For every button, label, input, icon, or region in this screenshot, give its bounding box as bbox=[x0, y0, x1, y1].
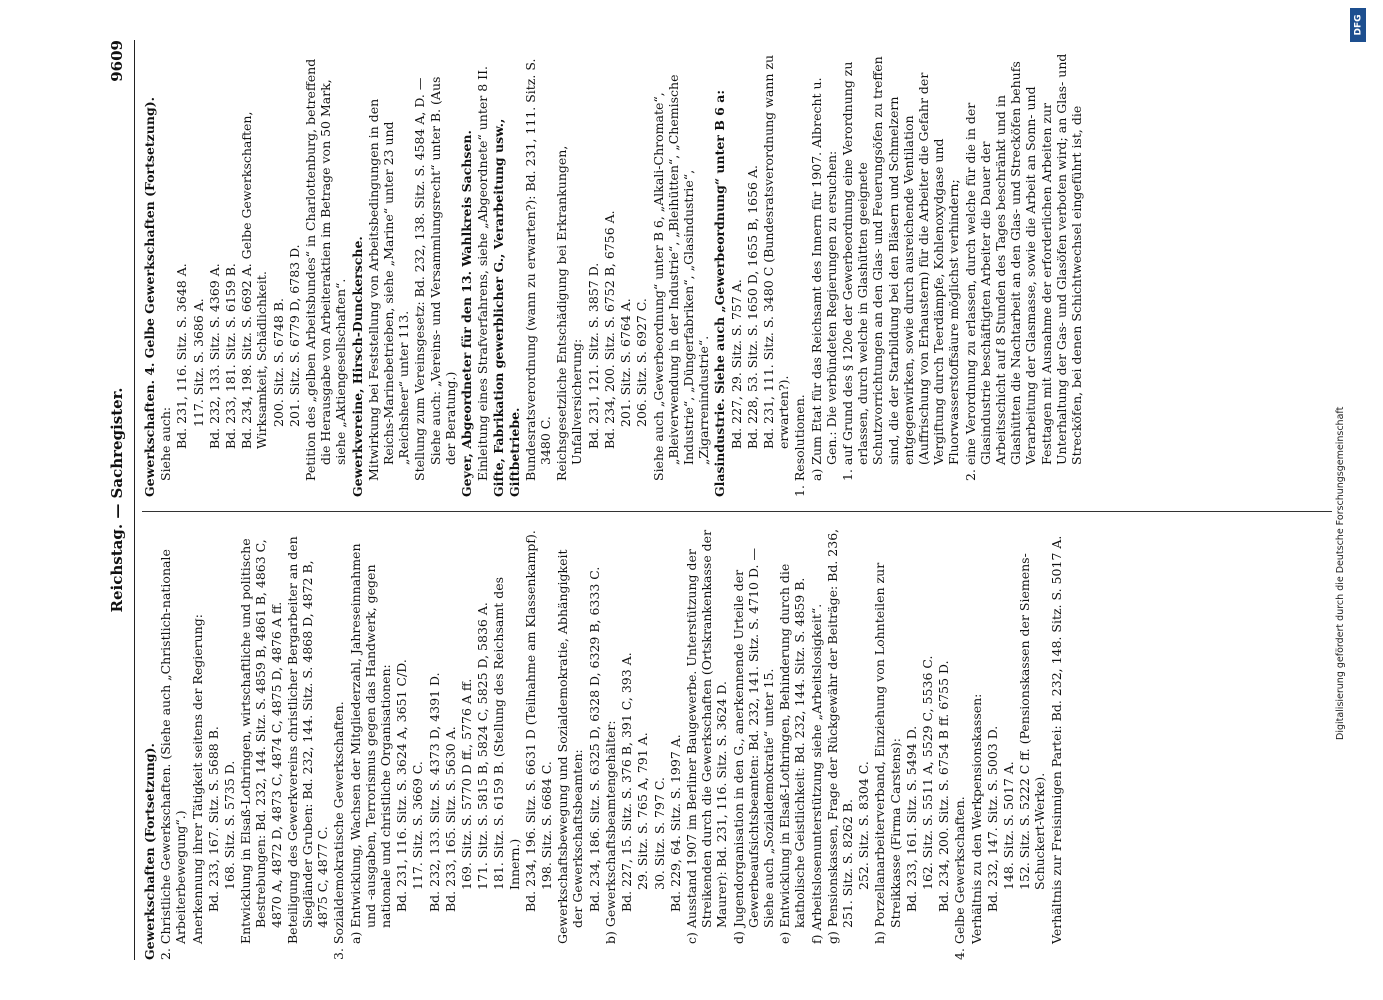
index-line: 200. Sitz. S. 6748 B. bbox=[270, 298, 286, 427]
index-line: 201. Sitz. S. 6764 A. bbox=[618, 298, 634, 427]
index-line: 169. Sitz. S. 5770 D ff., 5776 A ff. bbox=[459, 678, 475, 890]
index-line: Bd. 231, 116. Sitz. S. 3648 A. bbox=[174, 263, 190, 449]
left-column bbox=[142, 525, 1065, 960]
page-number: 9609 bbox=[108, 40, 126, 82]
running-head: Reichstag. — Sachregister. bbox=[108, 387, 126, 613]
index-line: Mitwirkung bei Feststellung von Arbeitsbedingungen in den Reichs-Marinebetrieben, siehe „Marine“ unter 23 und „Reichsheer“ unter 113. bbox=[365, 98, 412, 481]
index-line: a) Zum Etat für das Reichsamt des Innern für 1907. Albrecht u. Gen.: Die verbündeten Regierungen zu ersuchen: bbox=[808, 77, 839, 481]
index-line: Bd. 231, 116. Sitz. S. 3624 A, 3651 C/D. bbox=[394, 659, 410, 912]
index-line: b) Gewerkschaftsbeamtengehälter: bbox=[602, 720, 618, 944]
index-line: Bd. 234, 196. Sitz. S. 6631 D (Teilnahme am Klassenkampf). bbox=[522, 530, 538, 912]
index-entry-heading: Gifte, Fabrikation gewerblicher G., Verarbeitung usw., Giftbetriebe. bbox=[491, 118, 522, 497]
index-line: 117. Sitz. S. 3669 C. bbox=[410, 761, 426, 890]
index-line: 201. Sitz. S. 6779 D, 6783 D. bbox=[286, 244, 302, 427]
index-line: Bd. 233, 161. Sitz. S. 5494 D. bbox=[903, 725, 919, 912]
index-line: Bd. 233, 167. Sitz. S. 5688 B. bbox=[205, 726, 221, 912]
index-line: Bd. 227, 29. Sitz. S. 757 A. bbox=[728, 279, 744, 449]
index-line: Verhältnis zu den Werkpensionskassen: bbox=[968, 693, 984, 944]
index-line: 117. Sitz. S. 3686 A. bbox=[190, 298, 206, 427]
index-line: 2. eine Verordnung zu erlassen, durch welche für die in der Glasindustrie beschäftigten Arbeiter die Dauer der Arbeitsschicht auf 8 Stunden des Tages beschränkt und in Glashütten die Nachtarbeit an den Glas- und Strecköfen behufs Verarbeitung der Glasmasse, sowie die Arbeit an Sonn- und Festtagen mit Ausnahme der erforderlichen Arbeiten zur Unterhaltung der Gas- und Glasöfen verboten wird; an Glas- und Strecköfen, bei denen Schichtwechsel eingeführt ist, die bbox=[962, 53, 1084, 481]
index-entry-heading: Geyer, Abgeordneter für den 13. Wahlkreis Sachsen. bbox=[459, 130, 475, 497]
column-divider bbox=[142, 511, 1332, 512]
index-line: Bd. 231, 111. Sitz. S. 3480 C (Bundesratsverordnung wann zu erwarten?). bbox=[760, 54, 792, 449]
index-line: Bd. 232, 147. Sitz. S. 5003 D. bbox=[984, 725, 1000, 912]
index-line: Bd. 233, 165. Sitz. S. 5630 A. bbox=[442, 726, 458, 912]
index-line: Bd. 232, 133. Sitz. S. 4373 D, 4391 D. bbox=[426, 672, 442, 912]
index-line: f) Arbeitslosenunterstützung siehe „Arbeitslosigkeit“. bbox=[808, 603, 824, 944]
index-line: Stellung zum Vereinsgesetz: Bd. 232, 138. Sitz. S. 4584 A, D. — Siehe auch: „Vereins- und Versammlungsrecht“ unter B. (Aus der Beratung.) bbox=[412, 76, 458, 481]
index-line: Bundesratsverordnung (wann zu erwarten?): Bd. 231, 111. Sitz. S. 3480 C. bbox=[522, 58, 554, 481]
index-line: e) Entwicklung in Elsaß-Lothringen, Behinderung durch die katholische Geistlichkeit: Bd. 232, 144. Sitz. S. 4859 B. bbox=[777, 563, 808, 944]
index-line: Entwicklung in Elsaß-Lothringen, wirtschaftliche und politische Bestrebungen: Bd. 232, 144. Sitz. S. 4859 B, 4861 B, 4863 C, 4870 A, 4872 D, 4873 C, 4874 C, 4875 D, 4876 A ff. bbox=[238, 538, 284, 944]
index-line: 1. auf Grund des § 120e der Gewerbeordnung eine Verordnung zu erlassen, durch welche in Glashütten geeignete Schutzvorrichtungen an den Glas- und Feuerungsöfen zu treffen sind, die der Starbildung bei den Bläsern und Schmelzern entgegenwirken, sowie durch ausreichende Ventilation (Auffrischung von Erhaustern) für die Arbeiter die Gefahr der Vergiftung durch Teerdämpfe, Kohlenoxydgase und Fluorwasserstoffsäure möglichst verhindern; bbox=[839, 56, 962, 481]
rotated-document-page bbox=[50, 0, 1350, 1000]
index-line: Gewerkschaftsbewegung und Sozialdemokratie, Abhängigkeit der Gewerkschaftsbeamten: bbox=[555, 549, 586, 944]
index-line: g) Pensionskassen, Frage der Rückgewähr der Beiträge: Bd. 236, 251. Sitz. S. 8262 B. bbox=[824, 528, 855, 944]
index-line: 3. Sozialdemokratische Gewerkschaften. bbox=[331, 701, 347, 960]
index-line: Bd. 234, 200. Sitz. S. 6752 B, 6756 A. bbox=[601, 210, 617, 449]
index-line: Bd. 231, 121. Sitz. S. 3857 D. bbox=[585, 262, 601, 449]
right-column bbox=[142, 52, 1085, 497]
page-header bbox=[108, 40, 132, 960]
index-line: h) Porzellanarbeiterverband, Einziehung von Lohnteilen zur Streikkasse (Firma Carstens): bbox=[872, 562, 903, 944]
index-line: Bd. 234, 200. Sitz. S. 6754 B ff. 6755 D. bbox=[936, 660, 952, 912]
index-entry-heading: Gewerkschaften. 4. Gelbe Gewerkschaften (Fortsetzung). bbox=[142, 97, 157, 497]
index-line: Reichsgesetzliche Entschädigung bei Erkrankungen, Unfallversicherung: bbox=[554, 145, 585, 481]
header-rule bbox=[134, 40, 135, 960]
index-line: c) Ausstand 1907 im Berliner Baugewerbe. Unterstützung der Streikenden durch die Gewerkschaften (Ortskrankenkasse der Maurer): Bd. 231, 116. Sitz. S. 3624 D. bbox=[683, 529, 730, 944]
side-margin bbox=[1325, 0, 1365, 1000]
index-line: 252. Sitz. S. 8304 C. bbox=[856, 761, 872, 890]
index-line: Siehe auch: bbox=[158, 406, 174, 481]
index-line: 206. Sitz. S. 6927 C. bbox=[634, 298, 650, 427]
index-line: Einleitung eines Strafverfahrens, siehe „Abgeordnete“ unter 8 II. bbox=[475, 65, 491, 481]
index-line: Petition des „gelben Arbeitsbundes“ in Charlottenburg, betreffend die Herausgabe von Arbeiteraktien im Betrage von 50 Mark, siehe „Aktiengesellschaften“. bbox=[303, 58, 349, 481]
index-line: Bd. 227, 15. Sitz. S. 376 B, 391 C, 393 A. bbox=[619, 652, 635, 912]
dfg-logo bbox=[1350, 8, 1366, 42]
index-line: a) Entwicklung, Wachsen der Mitgliederzahl, Jahreseinnahmen und -ausgaben, Terrorismus gegen das Handwerk, gegen nationale und christliche Organisationen: bbox=[347, 543, 394, 944]
index-line: Siehe auch „Gewerbeordnung“ unter B 6, „Alkali-Chromate“, „Bleiverwendung in der Industrie“, „Bleihütten“, „Chemische Industrie“, „Düngerfabriken“, „Glasindustrie“, „Zigarrenindustrie“. bbox=[650, 74, 712, 481]
index-line: Bd. 228, 53. Sitz. S. 1650 D, 1655 B, 1656 A. bbox=[744, 165, 760, 449]
index-line: 1. Resolutionen. bbox=[792, 394, 808, 497]
digitization-note: Digitalisierung gefördert durch die Deutsche Forschungsgemeinschaft bbox=[1335, 406, 1346, 740]
index-line: Bd. 234, 198. Sitz. S. 6692 A. Gelbe Gewerkschaften, Wirksamkeit, Schädlichkeit. bbox=[239, 111, 270, 449]
index-line: 152. Sitz. S. 5222 C ff. (Pensionskassen der Siemens-Schuckert-Werke). bbox=[1017, 553, 1048, 890]
index-line: 162. Sitz. S. 5511 A, 5529 C, 5536 C. bbox=[919, 655, 935, 890]
index-line: d) Jugendorganisation in den G., anerkennende Urteile der Gewerbeaufsichtsbeamten: Bd. 232, 141. Sitz. S. 4710 D. — Siehe auch „Sozialdemokratie“ unter 15. bbox=[730, 548, 776, 944]
dfg-logo-text: DFG bbox=[1353, 14, 1364, 36]
index-entry-heading: Gewerkschaften (Fortsetzung). bbox=[142, 743, 157, 960]
index-line: 171. Sitz. S. 5815 B, 5824 C, 5825 D, 5836 A. bbox=[475, 602, 491, 890]
index-line: Verhältnis zur Freisinnigen Partei: Bd. 232, 148. Sitz. S. 5017 A. bbox=[1048, 535, 1064, 944]
index-line: Bd. 232, 133. Sitz. S. 4369 A. bbox=[206, 263, 222, 449]
index-line: Bd. 234, 186. Sitz. S. 6325 D, 6328 D, 6329 B, 6333 C. bbox=[586, 566, 602, 912]
index-entry-heading: Gewerkvereine, Hirsch-Dunckersche. bbox=[349, 236, 365, 497]
index-line: 148. Sitz. S. 5017 A. bbox=[1000, 761, 1016, 890]
index-line: Bd. 233, 181. Sitz. S. 6159 B. bbox=[223, 263, 239, 449]
index-entry-heading: Glasindustrie. Siehe auch „Gewerbeordnung“ unter B 6 a: bbox=[712, 90, 728, 497]
index-line: 168. Sitz. S. 5735 D. bbox=[222, 760, 238, 890]
index-line: 30. Sitz. S. 797 C. bbox=[651, 777, 667, 890]
index-line: 4. Gelbe Gewerkschaften. bbox=[952, 796, 968, 960]
index-line: 181. Sitz. S. 6159 B. (Stellung des Reichsamt des Innern.) bbox=[491, 576, 522, 890]
index-line: Anerkennung ihrer Tätigkeit seitens der Regierung: bbox=[189, 614, 205, 944]
index-line: 198. Sitz. S. 6684 C. bbox=[539, 761, 555, 890]
index-line: Bd. 229, 64. Sitz. S. 1997 A. bbox=[667, 734, 683, 912]
index-line: 2. Christliche Gewerkschaften. (Siehe auch „Christlich-nationale Arbeiterbewegung“.) bbox=[158, 549, 189, 960]
index-line: 29. Sitz. S. 765 A, 791 A. bbox=[635, 732, 651, 890]
index-line: Beteiligung des Gewerkvereins christlicher Bergarbeiter an den Siegländer Gruben: Bd. 232, 144. Sitz. S. 4868 D, 4872 B, 4875 C, 4877 C. bbox=[284, 536, 331, 944]
